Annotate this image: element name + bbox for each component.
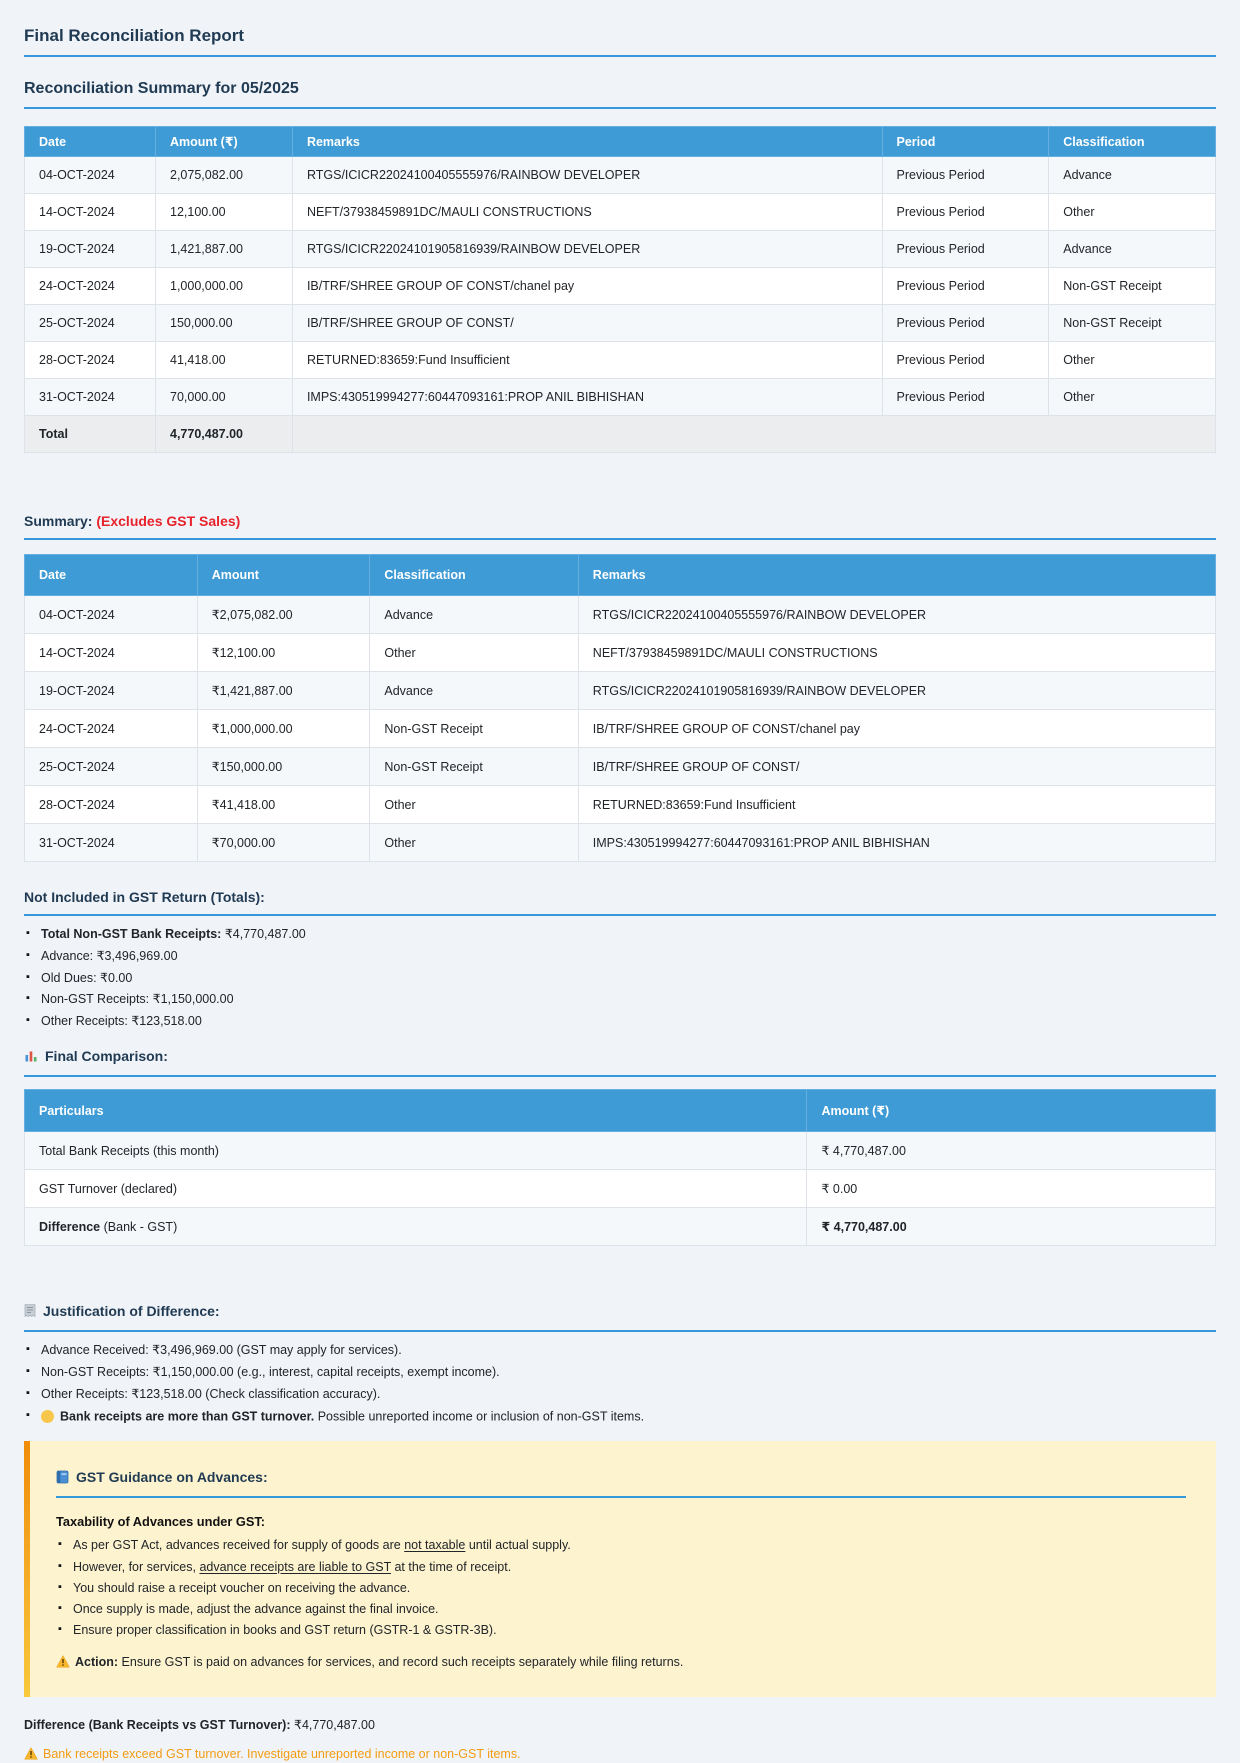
summary-heading-prefix: Summary: [24, 513, 97, 529]
col-header-amount: Amount (₹) [807, 1090, 1216, 1132]
taxability-subheading: Taxability of Advances under GST: [56, 1514, 266, 1530]
not-included-list [24, 928, 1216, 1028]
justification-heading: Justification of Difference: [24, 1303, 1216, 1332]
col-header-particulars: Particulars [25, 1090, 807, 1132]
footer-warning: Bank receipts exceed GST turnover. Investigate unreported income or non-GST items. [24, 1747, 1216, 1763]
table-header-row [25, 127, 1216, 157]
footer-difference: Difference (Bank Receipts vs GST Turnover): ₹4,770,487.00 [24, 1717, 375, 1732]
warning-icon [56, 1655, 70, 1671]
table-row: 31-OCT-2024 70,000.00 IMPS:430519994277:60447093161:PROP ANIL BIBHISHAN Previous Period Other [25, 379, 1216, 416]
table-row: 04-OCT-2024 2,075,082.00 RTGS/ICICR22024100405555976/RAINBOW DEVELOPER Previous Period Advance [25, 157, 1216, 194]
summary-heading-note: (Excludes GST Sales) [96, 513, 241, 529]
blue-book-icon [56, 1470, 69, 1487]
table-header-row [25, 1090, 1216, 1132]
table-row: 24-OCT-2024 ₹1,000,000.00 Non-GST Receipt IB/TRF/SHREE GROUP OF CONST/chanel pay [25, 710, 1216, 748]
table-row: Total Bank Receipts (this month) ₹ 4,770,487.00 [25, 1132, 1216, 1170]
table-row: 14-OCT-2024 ₹12,100.00 Other NEFT/37938459891DC/MAULI CONSTRUCTIONS [25, 634, 1216, 672]
table-row: 04-OCT-2024 ₹2,075,082.00 Advance RTGS/ICICR22024100405555976/RAINBOW DEVELOPER [25, 596, 1216, 634]
total-amount: 4,770,487.00 [156, 416, 293, 453]
table-row: 19-OCT-2024 1,421,887.00 RTGS/ICICR22024101905816939/RAINBOW DEVELOPER Previous Period Advance [25, 231, 1216, 268]
table-row: 19-OCT-2024 ₹1,421,887.00 Advance RTGS/ICICR22024101905816939/RAINBOW DEVELOPER [25, 672, 1216, 710]
list-item: ▪ Total Non-GST Bank Receipts: ₹4,770,487.00 [24, 928, 1216, 941]
col-header-amount: Amount [197, 555, 370, 596]
total-label: Total [25, 416, 156, 453]
table-row: GST Turnover (declared) ₹ 0.00 [25, 1170, 1216, 1208]
list-item: ▪ Old Dues: ₹0.00 [24, 972, 1216, 985]
list-item: ▪ Ensure proper classification in books and GST return (GSTR-1 & GSTR-3B). [56, 1624, 1186, 1637]
list-item: ▪ As per GST Act, advances received for supply of goods are not taxable until actual supply. [56, 1539, 1186, 1552]
reconciliation-table [24, 126, 1216, 453]
table-row: 14-OCT-2024 12,100.00 NEFT/37938459891DC/MAULI CONSTRUCTIONS Previous Period Other [25, 194, 1216, 231]
guidance-list [56, 1539, 1186, 1637]
list-item: ▪ Bank receipts are more than GST turnover. Possible unreported income or inclusion of non-GST items. [24, 1410, 1216, 1424]
gst-guidance-box [24, 1441, 1216, 1696]
summary-heading [24, 513, 1216, 540]
action-note: Action: Ensure GST is paid on advances for services, and record such receipts separately while filing returns. [56, 1655, 1186, 1671]
list-item: ▪ Non-GST Receipts: ₹1,150,000.00 (e.g., interest, capital receipts, exempt income). [24, 1366, 1216, 1379]
gst-guidance-heading: GST Guidance on Advances: [56, 1469, 1186, 1498]
justification-list [24, 1344, 1216, 1423]
reconciliation-summary-heading: Reconciliation Summary for 05/2025 [24, 80, 1216, 109]
page-title: Final Reconciliation Report [24, 26, 1216, 57]
col-header-remarks: Remarks [578, 555, 1215, 596]
table-row: 28-OCT-2024 ₹41,418.00 Other RETURNED:83659:Fund Insufficient [25, 786, 1216, 824]
table-row: 31-OCT-2024 ₹70,000.00 Other IMPS:430519994277:60447093161:PROP ANIL BIBHISHAN [25, 824, 1216, 862]
col-header-amount: Amount (₹) [156, 127, 293, 157]
total-empty-cell [292, 416, 1215, 453]
summary-table [24, 554, 1216, 862]
col-header-remarks: Remarks [292, 127, 882, 157]
not-included-heading: Not Included in GST Return (Totals): [24, 889, 1216, 916]
list-item: ▪ Once supply is made, adjust the advance against the final invoice. [56, 1603, 1186, 1616]
list-item: ▪ You should raise a receipt voucher on receiving the advance. [56, 1582, 1186, 1595]
list-item: ▪ Other Receipts: ₹123,518.00 (Check classification accuracy). [24, 1388, 1216, 1401]
list-item: ▪ Advance Received: ₹3,496,969.00 (GST may apply for services). [24, 1344, 1216, 1357]
col-header-date: Date [25, 127, 156, 157]
col-header-classification: Classification [370, 555, 578, 596]
col-header-classification: Classification [1049, 127, 1216, 157]
table-total-row [25, 416, 1216, 453]
bar-chart-icon [24, 1049, 38, 1066]
list-item: ▪ Advance: ₹3,496,969.00 [24, 950, 1216, 963]
col-header-date: Date [25, 555, 198, 596]
table-row: 25-OCT-2024 150,000.00 IB/TRF/SHREE GROUP OF CONST/ Previous Period Non-GST Receipt [25, 305, 1216, 342]
list-item: ▪ However, for services, advance receipts are liable to GST at the time of receipt. [56, 1561, 1186, 1574]
comparison-table [24, 1089, 1216, 1246]
list-item: ▪ Other Receipts: ₹123,518.00 [24, 1015, 1216, 1028]
yellow-circle-icon [41, 1410, 54, 1423]
table-header-row [25, 555, 1216, 596]
col-header-period: Period [882, 127, 1049, 157]
table-row: 25-OCT-2024 ₹150,000.00 Non-GST Receipt IB/TRF/SHREE GROUP OF CONST/ [25, 748, 1216, 786]
table-row: 24-OCT-2024 1,000,000.00 IB/TRF/SHREE GROUP OF CONST/chanel pay Previous Period Non-GST Receipt [25, 268, 1216, 305]
table-row-difference: Difference (Bank - GST) ₹ 4,770,487.00 [25, 1208, 1216, 1246]
final-comparison-heading: Final Comparison: [24, 1048, 1216, 1077]
list-item: ▪ Non-GST Receipts: ₹1,150,000.00 [24, 993, 1216, 1006]
receipt-icon [24, 1304, 36, 1321]
table-row: 28-OCT-2024 41,418.00 RETURNED:83659:Fund Insufficient Previous Period Other [25, 342, 1216, 379]
